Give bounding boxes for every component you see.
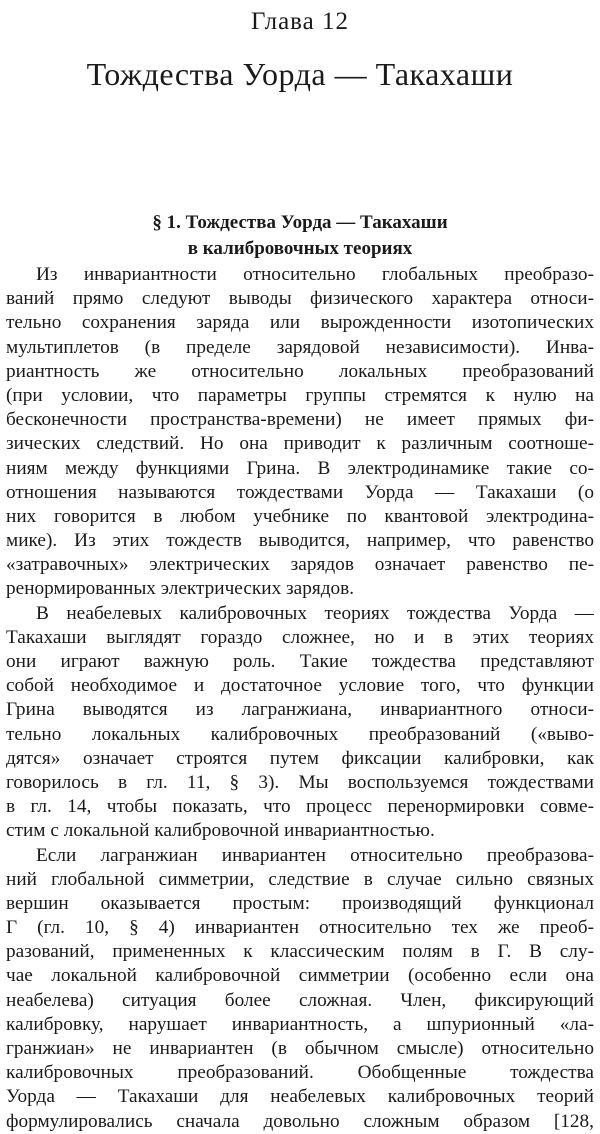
text-line: ваний прямо следуют выводы физического характера относи- (6, 288, 594, 310)
text-line: в гл. 14, чтобы показать, что процесс перенормировки совме- (6, 796, 594, 818)
text-line: (при условии, что параметры группы стремятся к нулю на (6, 384, 594, 406)
text-line: ний глобальной симметрии, следствие в случае сильно связных (6, 868, 594, 890)
text-line: ниям между функциями Грина. В электродинамике такие со- (6, 457, 594, 479)
chapter-title: Тождества Уорда — Такахаши (86, 56, 514, 92)
text-line: вершин оказывается простым: производящий функционал (6, 892, 594, 914)
text-line: формулировались сначала довольно сложным образом [128, (6, 1110, 594, 1132)
text-line: тельно сохранения заряда или вырожденности изотопических (6, 312, 594, 334)
text-line: них говорится в любом учебнике по квантовой электродина- (6, 505, 594, 527)
text-line: собой необходимое и достаточное условие того, что функции (6, 675, 594, 697)
text-line: стим с локальной калибровочной инвариантностью. (6, 820, 435, 842)
text-line: разований, примененных к классическим полям в Г. В слу- (6, 941, 594, 963)
text-line: В неабелевых калибровочных теориях тождества Уорда — (36, 602, 594, 624)
text-line: ренормированных электрических зарядов. (6, 578, 355, 600)
body-text (6, 263, 594, 1134)
text-line: Такахаши выглядят гораздо сложнее, но и в этих теориях (6, 626, 594, 648)
text-line: Из инвариантности относительно глобальных преобразо- (36, 264, 594, 285)
section-title-line: в калибровочных теориях (187, 238, 413, 259)
text-line: «затравочных» электрических зарядов означает равенство пе- (6, 554, 594, 576)
text-line: Если лагранжиан инвариантен относительно преобразова- (36, 844, 594, 866)
text-line: они играют важную роль. Такие тождества представляют (6, 651, 594, 672)
text-line: мультиплетов (в пределе зарядовой независимости). Инва- (6, 336, 594, 358)
text-line: калибровочных преобразований. Обобщенные тождества (6, 1062, 594, 1084)
chapter-label: Глава 12 (251, 8, 349, 35)
text-line: зических следствий. Но она приводит к различным соотноше- (6, 433, 594, 455)
text-line: риантность же относительно локальных преобразований (6, 360, 594, 382)
text-line: калибровку, нарушает инвариантность, а шпурионный «ла- (6, 1013, 594, 1035)
section-title (0, 210, 600, 262)
section-title-line: § 1. Тождества Уорда — Такахаши (152, 212, 448, 233)
paragraph (6, 263, 594, 602)
text-line: неабелева) ситуация более сложная. Член, фиксирующий (6, 989, 594, 1011)
text-line: Г (гл. 10, § 4) инвариантен относительно тех же преоб- (6, 917, 594, 939)
text-line: гранжиан» не инвариантен (в обычном смысле) относительно (6, 1038, 594, 1059)
text-line: мике). Из этих тождеств выводится, например, что равенство (6, 530, 594, 552)
text-line: чае локальной калибровочной симметрии (особенно если она (6, 965, 594, 987)
text-line: говорилось в гл. 11, § 3). Мы воспользуемся тождествами (6, 771, 594, 793)
paragraph (6, 602, 594, 844)
text-line: дятся» означает строятся путем фиксации калибровки, как (6, 747, 594, 769)
text-line: тельно локальных калибровочных преобразований («выво- (6, 723, 594, 745)
text-line: Грина выводятся из лагранжиана, инвариантного относи- (6, 699, 594, 721)
text-line: бесконечности пространства-времени) не имеет прямых фи- (6, 409, 594, 431)
text-line: Уорда — Такахаши для неабелевых калибровочных теорий (6, 1086, 594, 1108)
text-line: отношения называются тождествами Уорда — Такахаши (о (6, 481, 594, 503)
paragraph (6, 844, 594, 1134)
